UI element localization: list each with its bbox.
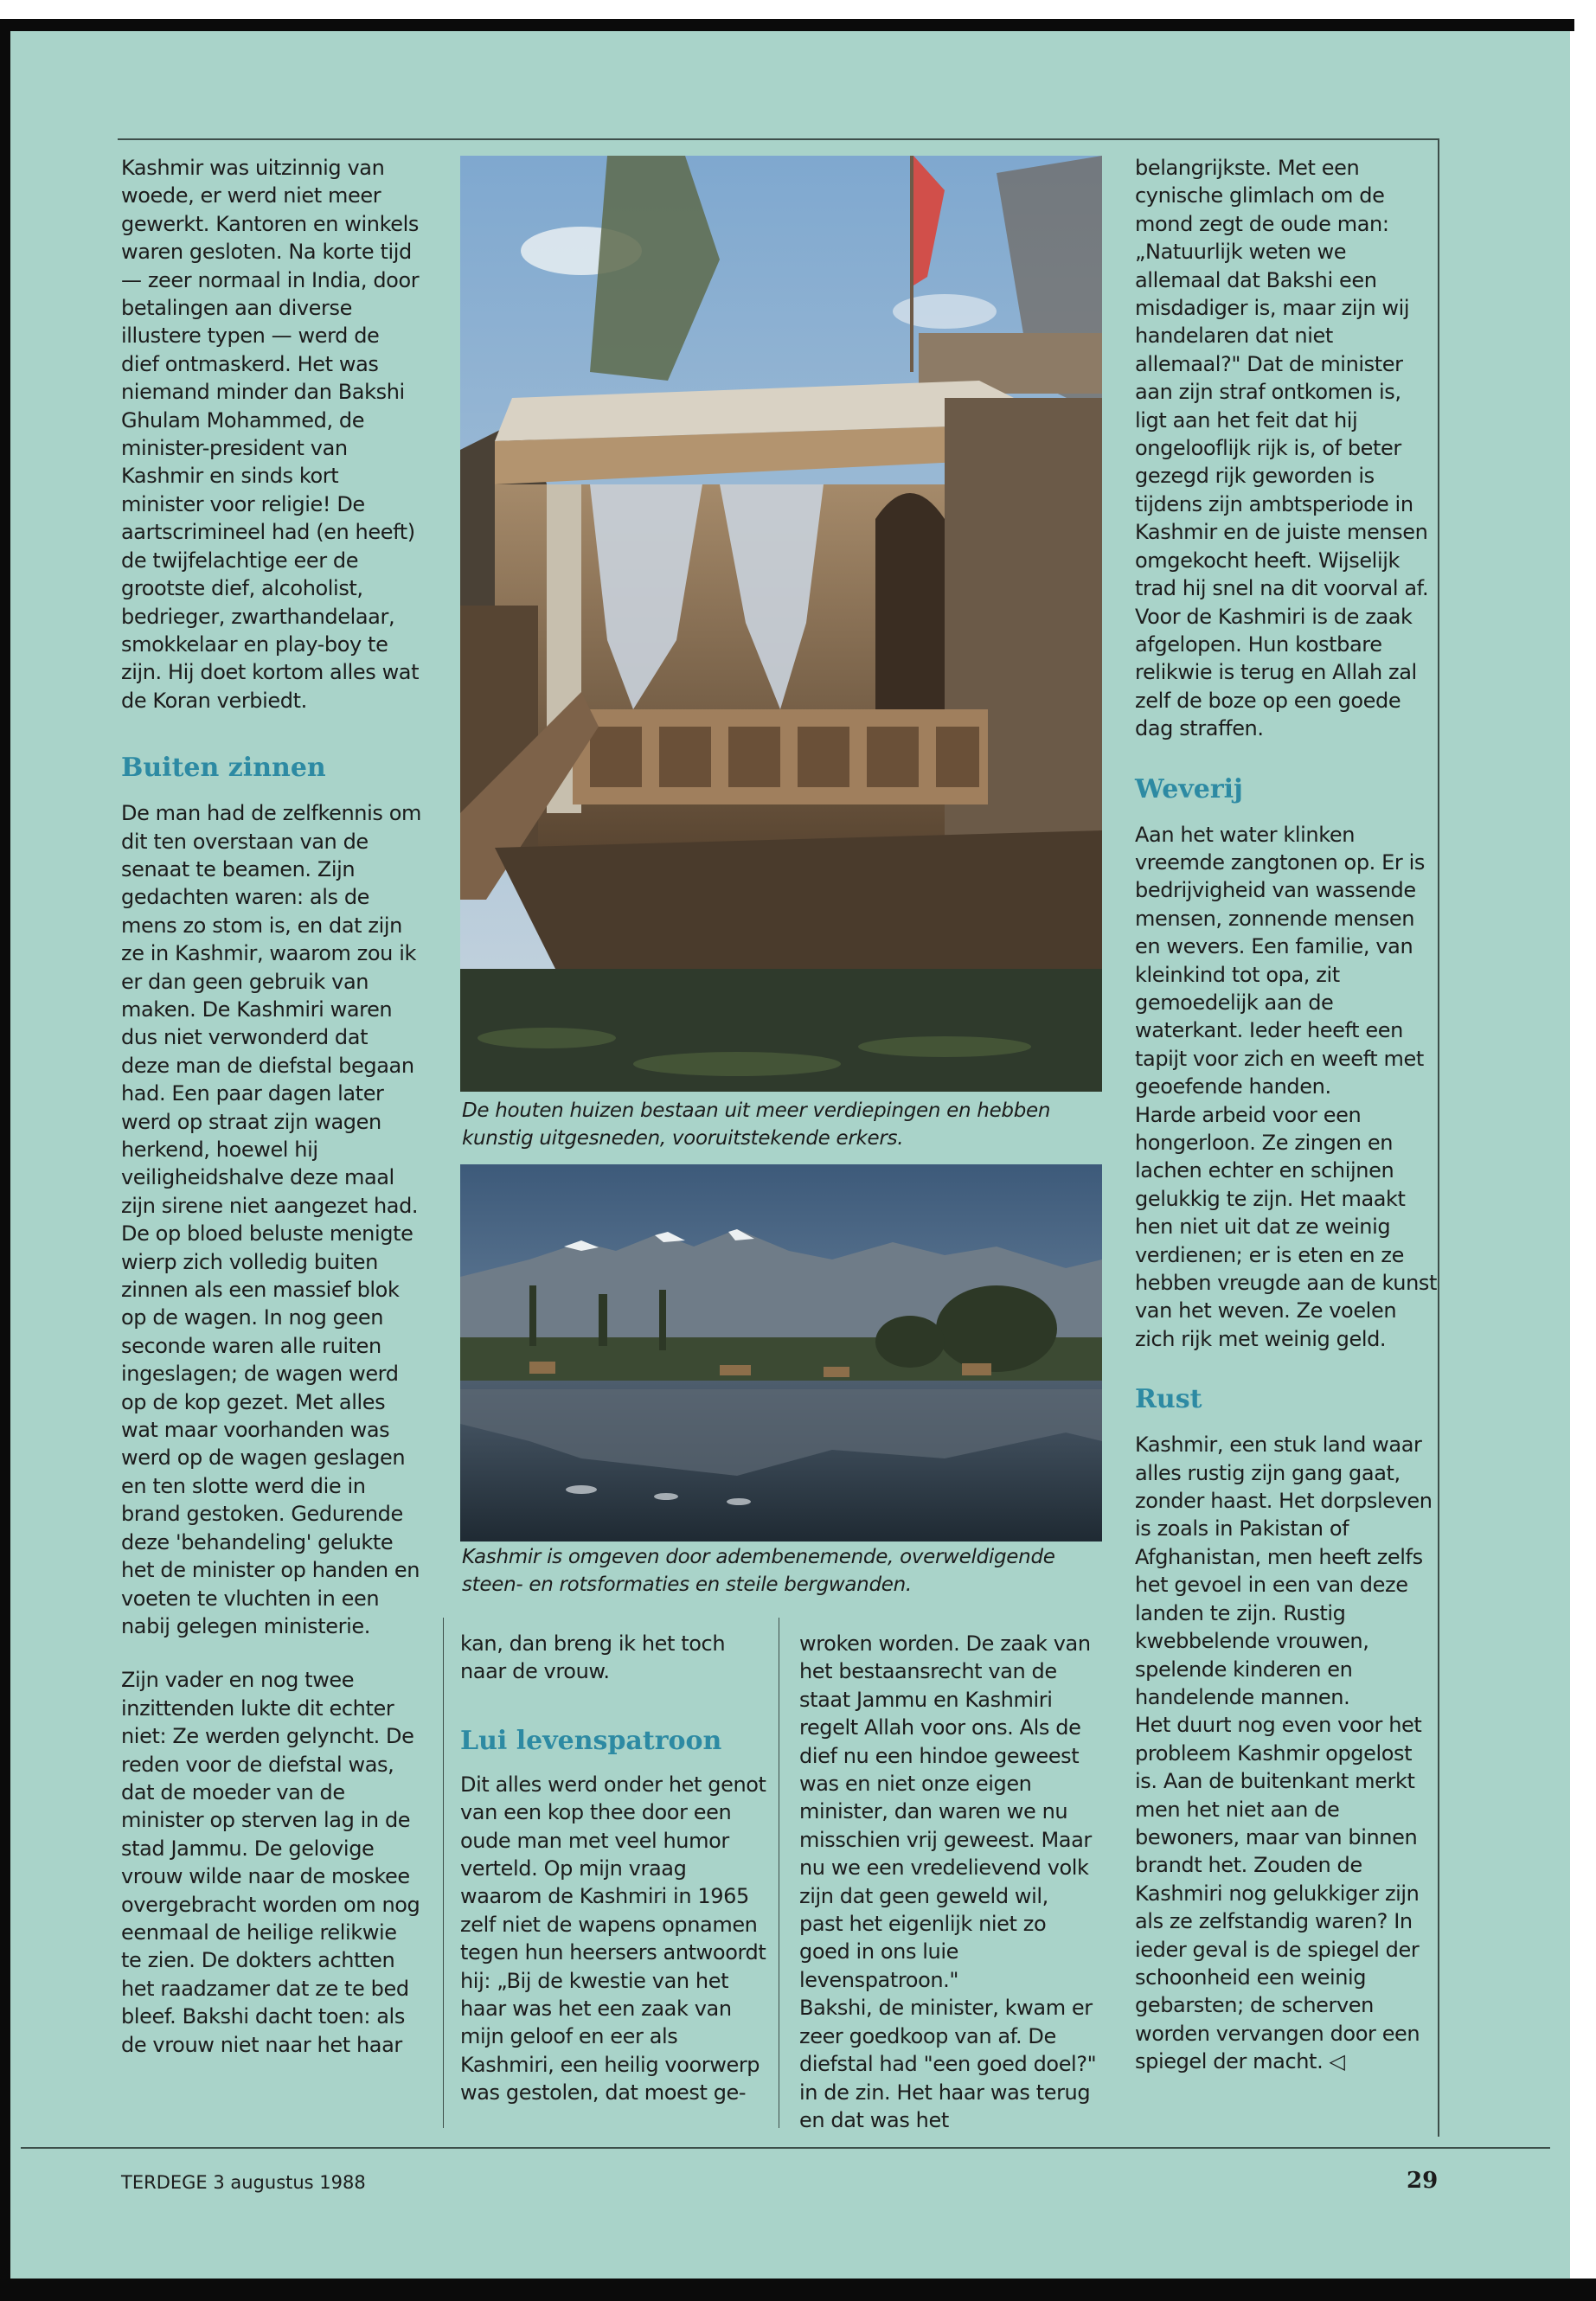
paragraph-buiten-zinnen-1: De man had de zelfkennis om dit ten overstaan van de senaat te beamen. Zijn gedachten waren: als de mens zo stom is, en dat zijn ze in Kashmir, waarom zou ik er dan geen gebruik van maken. De Kashmiri waren dus niet verwonderd dat deze man de diefstal begaan had. Een paar dagen later werd op straat zijn wagen herkend, hoewel hij veiligheidshalve deze maal zijn sirene niet aangezet had. De op bloed beluste menigte wierp zich volledig buiten zinnen als een massief blok op de wagen. In nog geen seconde waren alle ruiten ingeslagen; de wagen werd op de kop gezet. Met alles wat maar voorhanden was werd op de wagen geslagen en ten slotte werd die in brand gestoken. Gedurende deze 'behandeling' gelukte het de minister op handen en voeten te vluchten in een nabij gelegen ministerie. — [121, 801, 421, 1638]
paragraph-col4-1: belangrijkste. Met een cynische glimlach om de mond zegt de oude man: „Natuurlijk weten we allemaal dat Bakshi een misdadiger is, maar zijn wij handelaren dat niet allemaal?" Dat de minister aan zijn straf ontkomen is, ligt aan het feit dat hij ongelooflijk rijk is, of beter gezegd rijk geworden is tijdens zijn ambtsperiode in Kashmir en de juiste mensen omgekocht heeft. Wijselijk trad hij snel na dit voorval af. Voor de Kashmiri is de zaak afgelopen. Hun kostbare relikwie is terug en Allah zal zelf de boze op een goede dag straffen. — [1135, 156, 1429, 741]
column-3 — [799, 1630, 1098, 2134]
heading-weverij: Weverij — [1135, 773, 1243, 804]
intro-paragraph: Kashmir was uitzinnig van woede, er werd niet meer gewerkt. Kantoren en winkels waren gesloten. Na korte tijd — zeer normaal in India, door betalingen aan diverse illustere typen — werd de dief ontmaskerd. Het was niemand minder dan Bakshi Ghulam Mohammed, de minister-president van Kashmir en sinds kort minister voor religie! De aartscrimineel had (en heeft) de twijfelachtige eer de grootste dief, alcoholist, bedrieger, zwarthandelaar, smokkelaar en play-boy te zijn. Hij doet kortom alles wat de Koran verbiedt. — [121, 156, 420, 713]
top-rule — [118, 138, 1439, 140]
heading-rust: Rust — [1135, 1384, 1202, 1415]
paragraph-rust-2: Het duurt nog even voor het probleem Kashmir opgelost is. Aan de buitenkant merkt men het niet aan de bewoners, maar van binnen brandt het. Zouden de Kashmiri nog gelukkiger zijn als ze zelfstandig waren? In ieder geval is de spiegel der schoonheid een weinig gebarsten; de scherven worden vervangen door een spiegel der macht. ◁ — [1135, 1713, 1422, 2074]
page-number: 29 — [1407, 2168, 1439, 2194]
footer-publication: TERDEGE 3 augustus 1988 — [121, 2172, 366, 2193]
scan-border-bottom — [0, 2279, 1596, 2301]
paragraph-col3-2: Bakshi, de minister, kwam er zeer goedkoop van af. De diefstal had "een goed doel?" in de zin. Het haar was terug en dat was het — [799, 1996, 1097, 2132]
paragraph-buiten-zinnen-2: Zijn vader en nog twee inzittenden lukte dit echter niet: Ze werden gelyncht. De reden voor de diefstal was, dat de moeder van de minister op sterven lag in de stad Jammu. De gelovige vrouw wilde naar de moskee overgebracht worden om nog eenmaal de heilige relikwie te zien. De dokters achtten het raadzamer dat ze te bed bleef. Bakshi dacht toen: als de vrouw niet naar het haar — [121, 1668, 420, 2057]
houseboat-illustration — [460, 156, 1102, 1092]
column-1 — [121, 154, 422, 2059]
photo-houseboat — [460, 156, 1102, 1092]
scan-margin-right — [1570, 31, 1596, 2280]
paragraph-weverij-1: Aan het water klinken vreemde zangtonen op. Er is bedrijvigheid van wassende mensen, zonnende mensen en wevers. Een familie, van kleinkind tot opa, zit gemoedelijk aan de waterkant. Ieder heeft een tapijt voor zich en weeft met geoefende handen. — [1135, 822, 1425, 1099]
column-2 — [460, 1630, 772, 2107]
scan-border-left — [0, 19, 10, 2292]
mountain-lake-illustration — [460, 1164, 1102, 1541]
paragraph-col3-1: wroken worden. De zaak van het bestaansrecht van de staat Jammu en Kashmiri regelt Allah voor ons. Als de dief nu een hindoe geweest was en niet onze eigen minister, dan waren we nu misschien vrij geweest. Maar nu we een vredelievend volk zijn dat geen geweld wil, past het eigenlijk niet zo goed in ons luie levenspatroon." — [799, 1631, 1092, 1992]
paragraph-col2-1: kan, dan breng ik het toch naar de vrouw. — [460, 1631, 726, 1684]
paragraph-weverij-2: Harde arbeid voor een hongerloon. Ze zingen en lachen echter en schijnen gelukkig te zijn. Het maakt hen niet uit dat ze weinig verdienen; er is eten en ze hebben vreugde aan de kunst van het weven. Ze voelen zich rijk met weinig geld. — [1135, 1102, 1438, 1351]
right-rule — [1438, 138, 1439, 2137]
bottom-rule — [21, 2147, 1550, 2149]
heading-buiten-zinnen: Buiten zinnen — [121, 753, 326, 784]
photo-mountains — [460, 1164, 1102, 1541]
caption-houseboat: De houten huizen bestaan uit meer verdiepingen en hebben kunstig uitgesneden, vooruitstekende erkers. — [462, 1099, 1051, 1150]
paragraph-lui-levenspatroon: Dit alles werd onder het genot van een kop thee door een oude man met veel humor verteld. Op mijn vraag waarom de Kashmiri in 1965 zelf niet de wapens opnamen tegen hun heersers antwoordt hij: „Bij de kwestie van het haar was het een zaak van mijn geloof en eer als Kashmiri, een heilig voorwerp was gestolen, dat moest ge- — [460, 1772, 766, 2106]
scan-border-top — [0, 19, 1574, 31]
paragraph-rust-1: Kashmir, een stuk land waar alles rustig zijn gang gaat, zonder haast. Het dorpsleven is zoals in Pakistan of Afghanistan, men heeft zelfs het gevoel in een van deze landen te zijn. Rustig kwebbelende vrouwen, spelende kinderen en handelende mannen. — [1135, 1433, 1433, 1709]
caption-mountains: Kashmir is omgeven door adembenemende, overweldigende steen- en rotsformaties en steile bergwanden. — [462, 1546, 1055, 1596]
column-4 — [1135, 154, 1438, 2076]
col-divider-1 — [443, 1618, 444, 2128]
heading-lui-levenspatroon: Lui levenspatroon — [460, 1725, 722, 1756]
